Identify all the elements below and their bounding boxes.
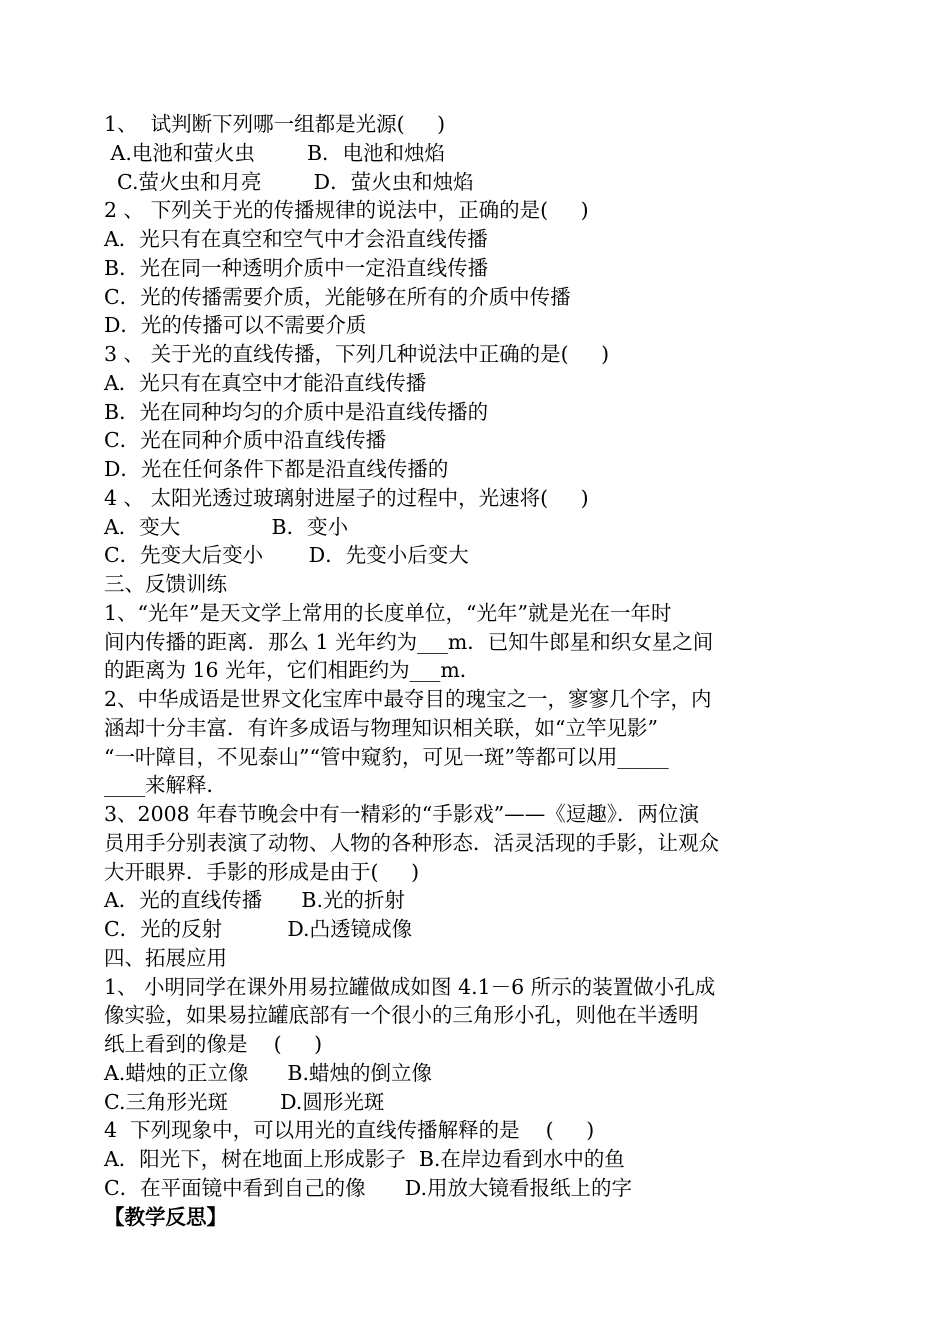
q2-question: 2 、 下列关于光的传播规律的说法中，正确的是( ) <box>104 198 589 223</box>
feedback-q2-line3: “一叶障目，不见泰山”“管中窥豹，可见一斑”等都可以用_____ <box>104 744 669 769</box>
q2-option-b: B．光在同一种透明介质中一定沿直线传播 <box>104 255 489 280</box>
q2-option-d: D．光的传播可以不需要介质 <box>104 313 367 338</box>
section-heading-reflection: 【教学反思】 <box>104 1204 227 1229</box>
feedback-q3-options-cd: C．光的反射 D.凸透镜成像 <box>104 917 413 941</box>
q3-question: 3 、 关于光的直线传播，下列几种说法中正确的是( ) <box>104 342 610 366</box>
feedback-q2-line1: 2、中华成语是世界文化宝库中最夺目的瑰宝之一，寥寥几个字，内 <box>104 687 712 711</box>
q2-option-c: C．光的传播需要介质，光能够在所有的介质中传播 <box>104 284 571 309</box>
q1-options-cd: C.萤火虫和月亮 D．萤火虫和烛焰 <box>104 169 474 194</box>
extension-q1-line1: 1、 小明同学在课外用易拉罐做成如图 4.1－6 所示的装置做小孔成 <box>104 974 716 999</box>
q3-option-c: C．光在同种介质中沿直线传播 <box>104 428 387 453</box>
feedback-q1-line1: 1、“光年”是天文学上常用的长度单位，“光年”就是光在一年时 <box>104 600 672 625</box>
feedback-q2-line2: 涵却十分丰富．有许多成语与物理知识相关联，如“立竿见影” <box>104 715 658 740</box>
extension-q1-options-ab: A.蜡烛的正立像 B.蜡烛的倒立像 <box>104 1060 432 1085</box>
feedback-q3-line3: 大开眼界．手影的形成是由于( ) <box>104 859 420 884</box>
q3-option-b: B．光在同种均匀的介质中是沿直线传播的 <box>104 399 489 424</box>
extension-q4-question: 4 下列现象中，可以用光的直线传播解释的是 ( ) <box>104 1118 595 1143</box>
document-page <box>104 110 754 1231</box>
feedback-q3-options-ab: A．光的直线传播 B.光的折射 <box>104 888 405 913</box>
feedback-q3-line1: 3、2008 年春节晚会中有一精彩的“手影戏”——《逗趣》．两位演 <box>104 802 699 826</box>
q1-options-ab: A.电池和萤火虫 B．电池和烛焰 <box>104 140 446 165</box>
q3-option-d: D．光在任何条件下都是沿直线传播的 <box>104 457 449 481</box>
feedback-q1-line3: 的距离为 16 光年，它们相距约为___m． <box>104 658 481 683</box>
extension-q1-options-cd: C.三角形光斑 D.圆形光斑 <box>104 1089 385 1114</box>
q4-question: 4 、 太阳光透过玻璃射进屋子的过程中，光速将( ) <box>104 485 589 510</box>
extension-q4-options-ab: A．阳光下，树在地面上形成影子 B.在岸边看到水中的鱼 <box>104 1147 625 1171</box>
feedback-q3-line2: 员用手分别表演了动物、人物的各种形态．活灵活现的手影，让观众 <box>104 830 719 855</box>
feedback-q2-line4: ____来解释． <box>104 773 227 798</box>
section-heading-feedback: 三、反馈训练 <box>104 572 227 596</box>
extension-q4-options-cd: C．在平面镜中看到自己的像 D.用放大镜看报纸上的字 <box>104 1175 633 1200</box>
q4-options-ab: A．变大 B．变小 <box>104 514 349 539</box>
q4-options-cd: C．先变大后变小 D．先变小后变大 <box>104 543 469 568</box>
q3-option-a: A．光只有在真空中才能沿直线传播 <box>104 370 427 395</box>
extension-q1-line3: 纸上看到的像是 ( ) <box>104 1032 323 1056</box>
extension-q1-line2: 像实验，如果易拉罐底部有一个很小的三角形小孔，则他在半透明 <box>104 1003 699 1028</box>
feedback-q1-line2: 间内传播的距离．那么 1 光年约为___m．已知牛郎星和织女星之间 <box>104 629 714 654</box>
q2-option-a: A．光只有在真空和空气中才会沿直线传播 <box>104 227 488 251</box>
section-heading-extension: 四、拓展应用 <box>104 945 227 970</box>
q1-question: 1、 试判断下列哪一组都是光源( ) <box>104 112 446 136</box>
